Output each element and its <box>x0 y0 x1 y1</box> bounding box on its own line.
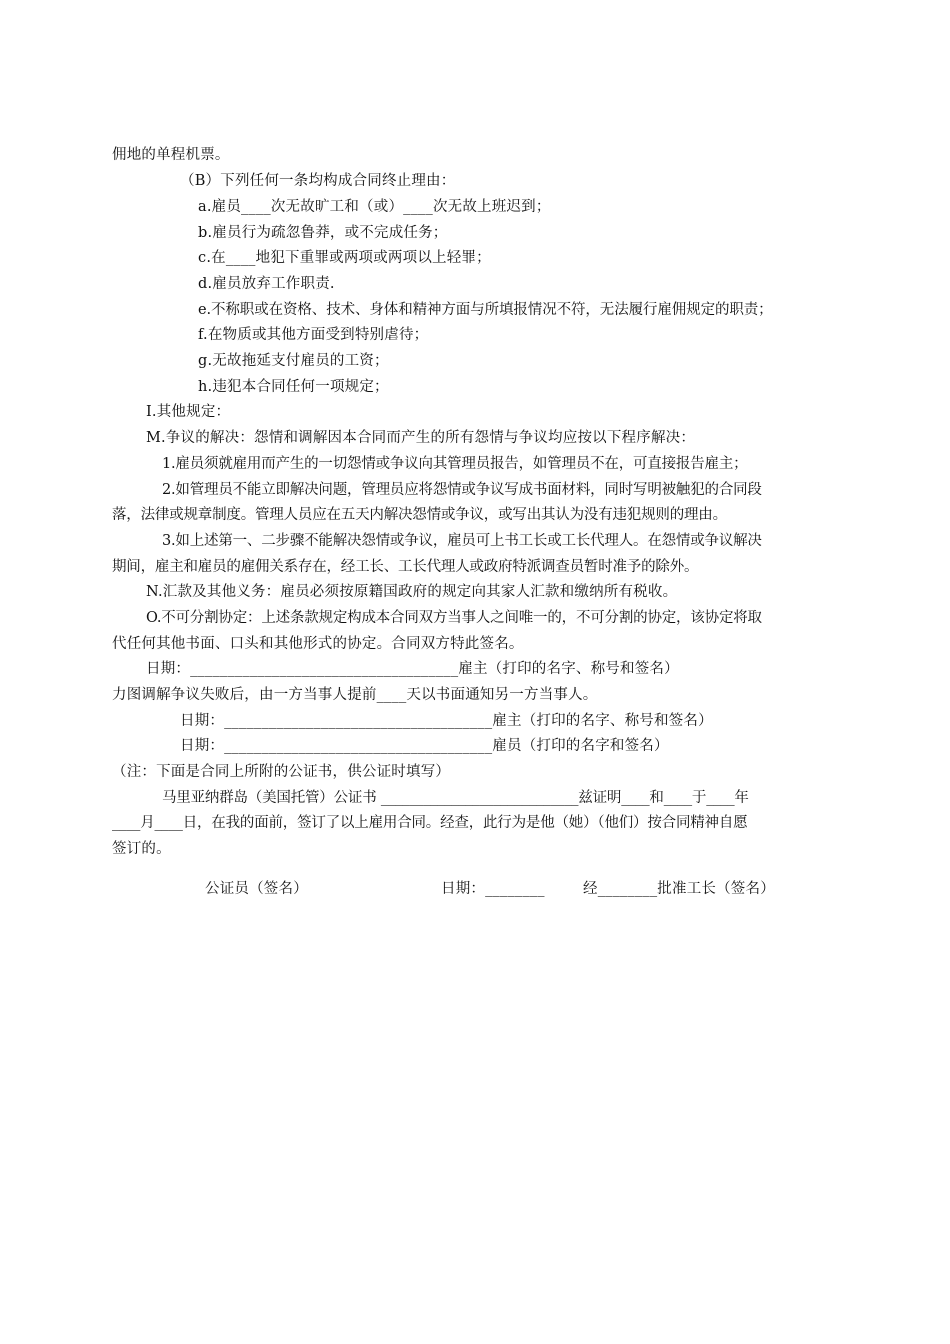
text-line-22: 力图调解争议失败后，由一方当事人提前____天以书面通知另一方当事人。 <box>112 687 598 703</box>
notary-heading-line: 马里亚纳群岛（美国托管）公证书 ____________________________兹证明____和____于____年 <box>162 790 749 806</box>
text-line-2: （B）下列任何一条均构成合同终止理由： <box>180 173 456 189</box>
text-line-8: f.在物质或其他方面受到特别虐待； <box>198 327 429 343</box>
notary-date-label: 日期：________ <box>441 881 545 897</box>
notary-text-line-3: 签订的。 <box>112 841 171 857</box>
text-line-14: 2.如管理员不能立即解决问题，管理员应将怨情或争议写成书面材料，同时写明被触犯的合同段 <box>162 482 762 498</box>
text-line-5: c.在____地犯下重罪或两项或两项以上轻罪； <box>198 250 491 266</box>
text-line-13: 1.雇员须就雇用而产生的一切怨情或争议向其管理员报告，如管理员不在，可直接报告雇主； <box>162 456 748 472</box>
employer-date-line-1: 日期：____________________________________雇主（打印的名字、称号和签名） <box>146 661 679 677</box>
text-line-9: g.无故拖延支付雇员的工资； <box>198 353 389 369</box>
text-line-19: O.不可分割协定：上述条款规定构成本合同双方当事人之间唯一的，不可分割的协定，该协定将取 <box>146 610 762 626</box>
text-line-11: I.其他规定： <box>146 404 231 420</box>
employee-date-line: 日期：____________________________________雇员（打印的名字和签名） <box>180 738 669 754</box>
text-line-4: b.雇员行为疏忽鲁莽，或不完成任务； <box>198 225 448 241</box>
notary-note: （注：下面是合同上所附的公证书，供公证时填写） <box>112 764 451 780</box>
text-line-16: 3.如上述第一、二步骤不能解决怨情或争议，雇员可上书工长或工长代理人。在怨情或争议解决 <box>162 533 762 549</box>
text-line-12: M.争议的解决：怨情和调解因本合同而产生的所有怨情与争议均应按以下程序解决： <box>146 430 696 446</box>
text-line-3: a.雇员____次无故旷工和（或）____次无故上班迟到； <box>198 199 551 215</box>
text-line-18: N.汇款及其他义务：雇员必须按原籍国政府的规定向其家人汇款和缴纳所有税收。 <box>146 584 678 600</box>
text-line-7: e.不称职或在资格、技术、身体和精神方面与所填报情况不符，无法履行雇佣规定的职责； <box>198 302 773 318</box>
text-line-6: d.雇员放弃工作职责. <box>198 276 335 292</box>
text-line-15: 落，法律或规章制度。管理人员应在五天内解决怨情或争议，或写出其认为没有违犯规则的理由。 <box>112 507 727 523</box>
text-line-17: 期间，雇主和雇员的雇佣关系存在，经工长、工长代理人或政府特派调查员暂时准予的除外。 <box>112 559 699 575</box>
employer-date-line-2: 日期：____________________________________雇主（打印的名字、称号和签名） <box>180 713 713 729</box>
text-line-1: 佣地的单程机票。 <box>112 147 230 163</box>
notary-signature-label: 公证员（签名） <box>205 881 308 897</box>
text-line-20: 代任何其他书面、口头和其他形式的协定。合同双方特此签名。 <box>112 636 524 652</box>
notary-text-line-2: ____月____日，在我的面前，签订了以上雇用合同。经查，此行为是他（她）（他们）按合同精神自愿 <box>112 815 748 831</box>
text-line-10: h.违犯本合同任何一项规定； <box>198 379 389 395</box>
foreman-approval-label: 经________批准工长（签名） <box>583 881 775 897</box>
